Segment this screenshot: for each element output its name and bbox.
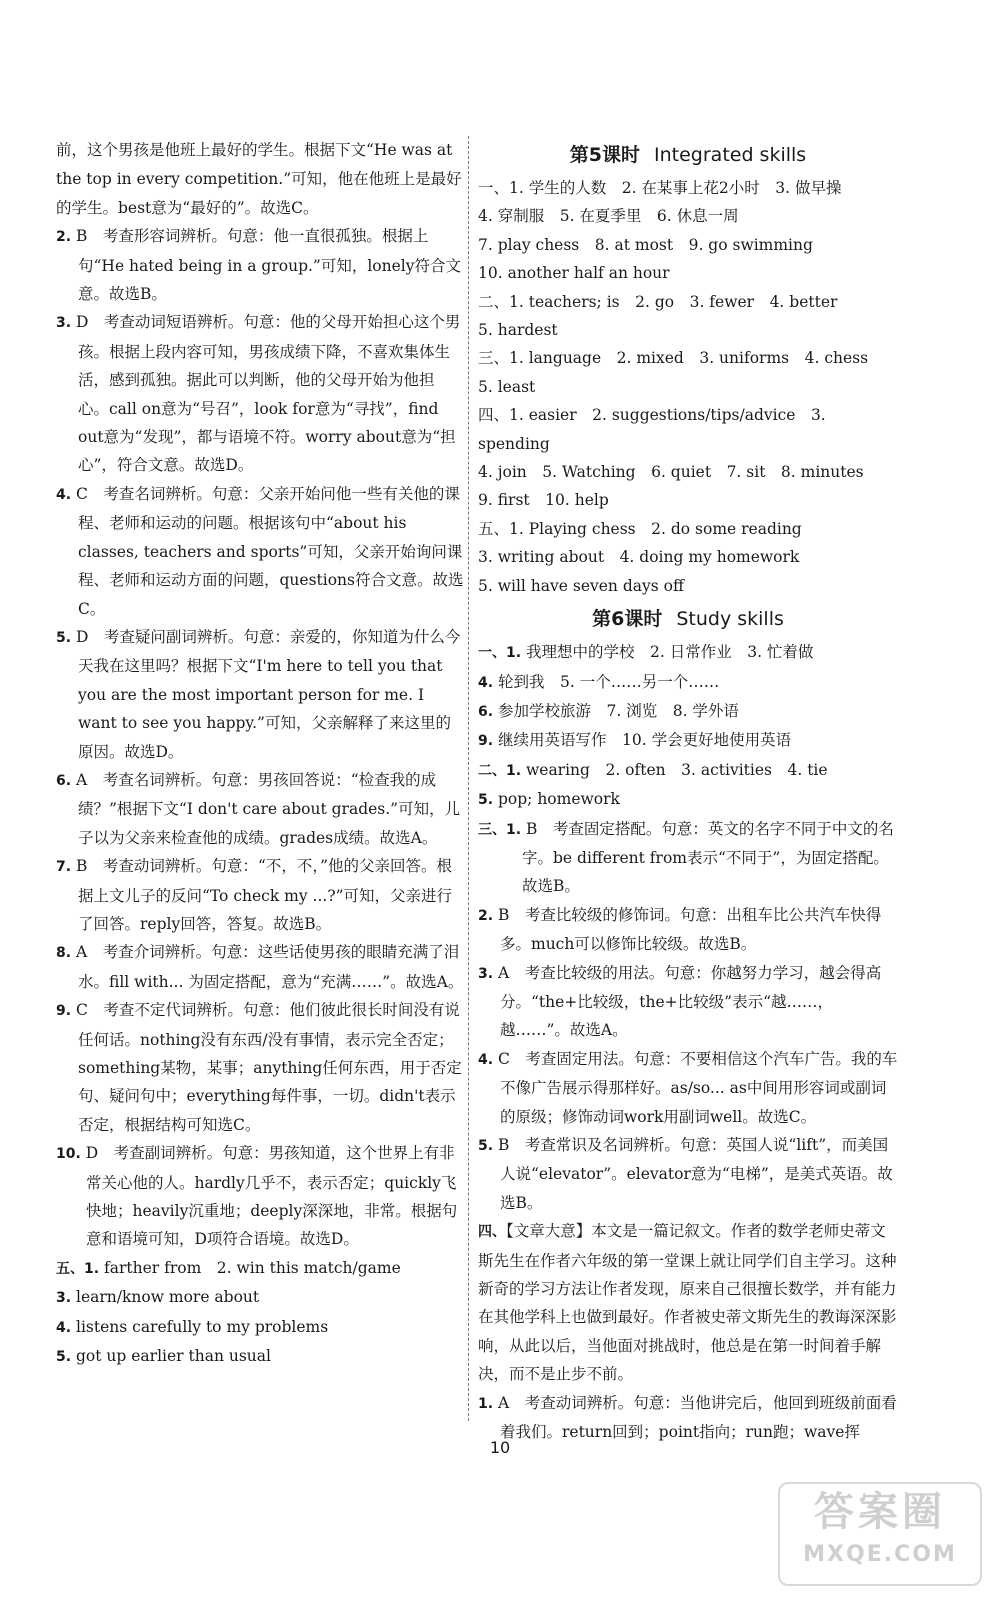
lesson-heading-6: 第6课时 Study skills — [592, 608, 784, 631]
summary-paragraph: 四、【文章大意】本文是一篇记叙文。作者的数学老师史蒂文斯先生在作者六年级的第一堂课上就让同学们自主学习。这种新奇的学习方法让作者发现，原来自己很擅长数学，并有能力在其他学科上也做到最好。作者被史蒂文斯先生的教诲深深影响，从此以后，当他面对挑战时，他总是在第一时间着手解决，而不是止步不前。 — [478, 1222, 897, 1384]
answer-line: 9. 继续用英语写作 10. 学会更好地使用英语 — [478, 731, 792, 750]
answer-paragraph: 2. B 考查比较级的修饰词。句意：出租车比公共汽车快得多。much可以修饰比较级。故选B。 — [478, 905, 882, 954]
answer-paragraph: 6. A 考查名词辨析。句意：男孩回答说：“检查我的成绩？”根据下文“I don't care about grades.”可知，儿子以为父亲来检查他的成绩。grades成绩。故选A。 — [56, 770, 461, 847]
answer-paragraph: 1. A 考查动词辨析。句意：当他讲完后，他回到班级前面看着我们。return回到；point指向；run跑；wave挥 — [478, 1393, 897, 1442]
answer-paragraph: 2. B 考查形容词辨析。句意：他一直很孤独。根据上句“He hated being in a group.”可知，lonely符合文意。故选B。 — [56, 227, 462, 304]
answer-paragraph: 10. D 考查副词辨析。句意：男孩知道，这个世界上有非常关心他的人。hardly几乎不，表示否定；quickly飞快地；heavily沉重地；deeply深深地，非常。根据句意和语境可知，D项符合语境。故选D。 — [56, 1144, 458, 1249]
column-divider — [468, 136, 469, 1421]
lesson-heading-5: 第5课时 Integrated skills — [569, 144, 807, 166]
answer-line: 5. hardest — [478, 321, 558, 340]
answer-line: 5. got up earlier than usual — [56, 1347, 271, 1366]
watermark-url: MXQE.COM — [803, 1542, 957, 1567]
answer-line: 4. join 5. Watching 6. quiet 7. sit 8. minutes — [478, 463, 864, 482]
answer-paragraph: 前，这个男孩是他班上最好的学生。根据下文“He was at the top in every competition.”可知，他在他班上是最好的学生。best意为“最好的”。故选C。 — [56, 141, 462, 217]
answer-line: 一、1. 我理想中的学校 2. 日常作业 3. 忙着做 — [478, 643, 814, 662]
answer-line: 3. learn/know more about — [56, 1288, 260, 1307]
right-column — [478, 136, 898, 1446]
answer-paragraph: 8. A 考查介词辨析。句意：这些话使男孩的眼睛充满了泪水。fill with... 为固定搭配，意为“充满……”。故选A。 — [56, 943, 464, 991]
answer-line: 二、1. wearing 2. often 3. activities 4. tie — [478, 760, 828, 779]
answer-line: 9. first 10. help — [478, 491, 609, 510]
answer-line: 10. another half an hour — [478, 264, 670, 283]
answer-line: 5. pop; homework — [478, 790, 620, 809]
answer-paragraph: 4. C 考查固定用法。句意：不要相信这个汽车广告。我的车不像广告展示得那样好。as/so... as中间用形容词或副词的原级；修饰动词work用副词well。故选C。 — [478, 1049, 898, 1126]
answer-paragraph: 3. A 考查比较级的用法。句意：你越努力学习，越会得高分。“the+比较级，the+比较级”表示“越……，越……”。故选A。 — [478, 963, 882, 1040]
answer-line: 二、1. teachers; is 2. go 3. fewer 4. better — [478, 292, 838, 311]
answer-paragraph: 5. B 考查常识及名词辨析。句意：英国人说“lift”，而美国人说“elevator”。elevator意为“电梯”，是美式英语。故选B。 — [478, 1136, 893, 1212]
left-column — [56, 136, 464, 1371]
answer-paragraph: 3. D 考查动词短语辨析。句意：他的父母开始担心这个男孩。根据上段内容可知，男孩成绩下降，不喜欢集体生活，感到孤独。据此可以判断，他的父母开始为他担心。call on意为“号召”，look for意为“寻找”，find out意为“发现”，都与语境不符。worry about意为“担心”，符合文意。故选D。 — [56, 313, 461, 475]
answer-paragraph: 7. B 考查动词辨析。句意：“不，不，”他的父亲回答。根据上文儿子的反问“To check my ...?”可知，父亲进行了回答。reply回答，答复。故选B。 — [56, 857, 453, 933]
answer-line: 4. 轮到我 5. 一个……另一个…… — [478, 672, 720, 691]
answer-line: 五、1. Playing chess 2. do some reading — [478, 519, 802, 538]
answer-line: 4. 穿制服 5. 在夏季里 6. 休息一周 — [478, 207, 739, 226]
answer-paragraph: 三、1. B 考查固定搭配。句意：英文的名字不同于中文的名字。be different from表示“不同于”，为固定搭配。故选B。 — [478, 819, 894, 896]
answer-line: 7. play chess 8. at most 9. go swimming — [478, 235, 813, 254]
answer-line: 5. least — [478, 377, 536, 396]
watermark-title: 答案圈 — [814, 1489, 946, 1535]
answer-line: 5. will have seven days off — [478, 576, 684, 595]
watermark-logo — [778, 1482, 982, 1586]
answer-line: 一、1. 学生的人数 2. 在某事上花2小时 3. 做早操 — [478, 179, 842, 197]
answer-line: 五、1. farther from 2. win this match/game — [56, 1258, 401, 1277]
answer-paragraph: 5. D 考查疑问副词辨析。句意：亲爱的，你知道为什么今天我在这里吗？根据下文“I'm here to tell you that you are the most important person for me. I want to see you happy.”可知，父亲解释了来这里的原因。故选D。 — [56, 627, 461, 761]
page-number: 10 — [489, 1438, 511, 1457]
answer-line: 3. writing about 4. doing my homework — [478, 548, 800, 567]
answer-line: 6. 参加学校旅游 7. 浏览 8. 学外语 — [478, 701, 739, 720]
answer-line: 4. listens carefully to my problems — [56, 1317, 329, 1336]
answer-paragraph: 4. C 考查名词辨析。句意：父亲开始问他一些有关他的课程、老师和运动的问题。根据该句中“about his classes, teachers and sports”可知，父亲开始询问课程、老师和运动方面的问题，questions符合文意。故选C。 — [56, 484, 464, 618]
answer-line: 四、1. easier 2. suggestions/tips/advice 3. spending — [478, 406, 826, 453]
answer-line: 三、1. language 2. mixed 3. uniforms 4. chess — [478, 349, 869, 368]
answer-paragraph: 9. C 考查不定代词辨析。句意：他们彼此很长时间没有说任何话。nothing没有东西/没有事情，表示完全否定；something某物，某事；anything任何东西，用于否定句、疑问句中；everything每件事，一切。didn't表示否定，根据结构可知选C。 — [56, 1001, 462, 1134]
